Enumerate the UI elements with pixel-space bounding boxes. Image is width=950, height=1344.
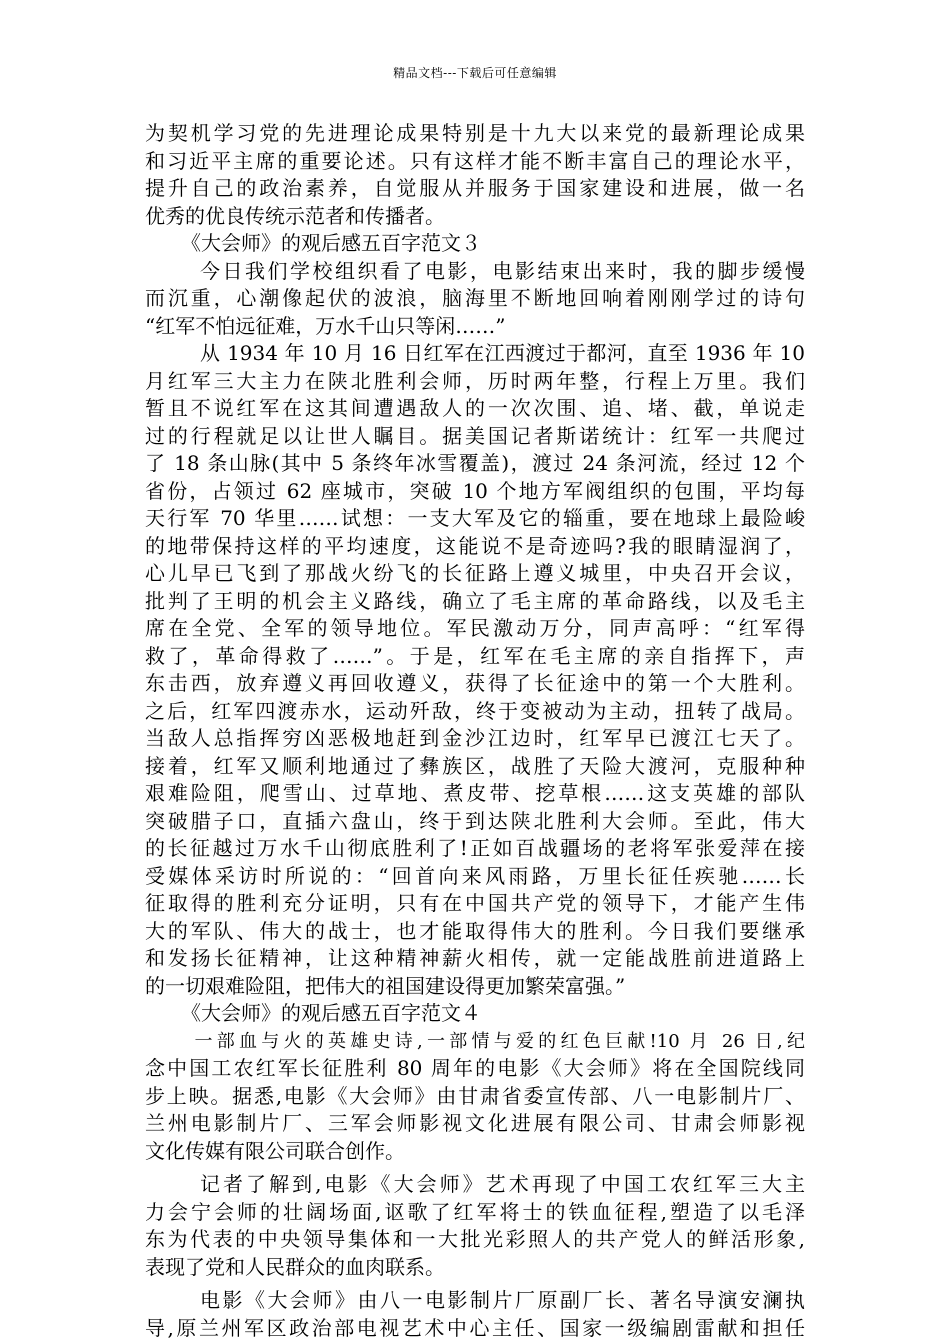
section-heading: 《大会师》的观后感五百字范文４ [181, 1001, 481, 1025]
document-body [145, 120, 805, 1342]
text-line: 为契机学习党的先进理论成果特别是十九大以来党的最新理论成果 [145, 121, 805, 145]
section-heading: 《大会师》的观后感五百字范文３ [181, 231, 481, 255]
text-line: 征取得的胜利充分证明，只有在中国共产党的领导下，才能产生伟 [145, 891, 805, 915]
text-line: 接着，红军又顺利地通过了彝族区，战胜了天险大渡河，克服种种 [145, 753, 805, 778]
text-line: 当敌人总指挥穷凶恶极地赶到金沙江边时，红军早已渡江七天了。 [145, 726, 805, 750]
text-line: 受媒体采访时所说的：“回首向来风雨路，万里长征任疾驰……长 [145, 863, 805, 888]
text-line: 记者了解到,电影《大会师》艺术再现了中国工农红军三大主 [200, 1172, 805, 1196]
text-line: “红军不怕远征难，万水千山只等闲……” [145, 313, 506, 338]
text-line: 东为代表的中央领导集体和一大批光彩照人的共产党人的鲜活形象, [145, 1227, 805, 1251]
text-line: 电影《大会师》由八一电影制片厂原副厂长、著名导演安澜执 [200, 1288, 805, 1312]
text-line: 表现了党和人民群众的血肉联系。 [145, 1254, 445, 1279]
text-line: 暂且不说红军在这其间遭遇敌人的一次次围、追、堵、截，单说走 [145, 396, 805, 420]
text-line: 东击西，放弃遵义再回收遵义，获得了长征途中的第一个大胜利。 [145, 671, 805, 695]
text-line: 天行军 70 华里……试想：一支大军及它的辎重，要在地球上最险峻 [145, 506, 805, 530]
text-line: 和发扬长征精神，让这种精神薪火相传，就一定能战胜前进道路上 [145, 946, 805, 970]
text-line: 提升自己的政治素养，自觉服从并服务于国家建设和进展，做一名 [145, 176, 805, 200]
text-line: 力会宁会师的壮阔场面,讴歌了红军将士的铁血征程,塑造了以毛泽 [145, 1199, 805, 1224]
text-line: 文化传媒有限公司联合创作。 [145, 1138, 405, 1163]
text-line: 省份，占领过 62 座城市，突破 10 个地方军阀组织的包围，平均每 [145, 478, 805, 503]
text-line: 念中国工农红军长征胜利 80 周年的电影《大会师》将在全国院线同 [145, 1056, 805, 1080]
text-line: 月红军三大主力在陕北胜利会师，历时两年整，行程上万里。我们 [145, 368, 805, 393]
text-line: 过的行程就足以让世人瞩目。据美国记者斯诺统计：红军一共爬过 [145, 423, 805, 448]
text-line: 优秀的优良传统示范者和传播者。 [145, 203, 445, 228]
text-line: 之后，红军四渡赤水，运动歼敌，终于变被动为主动，扭转了战局。 [145, 698, 805, 723]
text-line: 了 18 条山脉(其中 5 条终年冰雪覆盖)，渡过 24 条河流，经过 12 个 [145, 451, 805, 475]
text-line: 的长征越过万水千山彻底胜利了!正如百战疆场的老将军张爱萍在接 [145, 836, 805, 860]
text-line: 大的军队、伟大的战士，也才能取得伟大的胜利。今日我们要继承 [145, 918, 805, 943]
page-header: 精品文档---下载后可任意编辑 [393, 66, 557, 80]
text-line: 的地带保持这样的平均速度，这能说不是奇迹吗?我的眼睛湿润了， [145, 533, 805, 558]
text-line: 席在全党、全军的领导地位。军民激动万分，同声高呼：“红军得 [145, 616, 805, 640]
text-line: 导,原兰州军区政治部电视艺术中心主任、国家一级编剧雷献和担任 [145, 1315, 805, 1340]
text-line: 救了，革命得救了……”。于是，红军在毛主席的亲自指挥下，声 [145, 643, 805, 668]
text-line: 步上映。据悉,电影《大会师》由甘肃省委宣传部、八一电影制片厂、 [145, 1083, 805, 1108]
text-line: 而沉重，心潮像起伏的波浪，脑海里不断地回响着刚刚学过的诗句 [145, 286, 805, 310]
text-line: 突破腊子口，直插六盘山，终于到达陕北胜利大会师。至此，伟大 [145, 808, 805, 833]
text-line: 兰州电影制片厂、三军会师影视文化进展有限公司、甘肃会师影视 [145, 1111, 805, 1135]
text-line: 批判了王明的机会主义路线，确立了毛主席的革命路线，以及毛主 [145, 588, 805, 613]
text-line: 和习近平主席的重要论述。只有这样才能不断丰富自己的理论水平， [145, 148, 805, 173]
text-line: 从 1934 年 10 月 16 日红军在江西渡过于都河，直至 1936 年 10 [200, 341, 805, 365]
text-line: 艰难险阻，爬雪山、过草地、煮皮带、挖草根……这支英雄的部队 [145, 781, 805, 805]
text-line: 一部血与火的英雄史诗,一部情与爱的红色巨献!10 月 26 日,纪 [194, 1030, 805, 1052]
text-line: 今日我们学校组织看了电影，电影结束出来时，我的脚步缓慢 [200, 258, 805, 283]
text-line: 心儿早已飞到了那战火纷飞的长征路上遵义城里，中央召开会议， [145, 561, 805, 585]
text-line: 的一切艰难险阻，把伟大的祖国建设得更加繁荣富强。” [145, 973, 626, 998]
